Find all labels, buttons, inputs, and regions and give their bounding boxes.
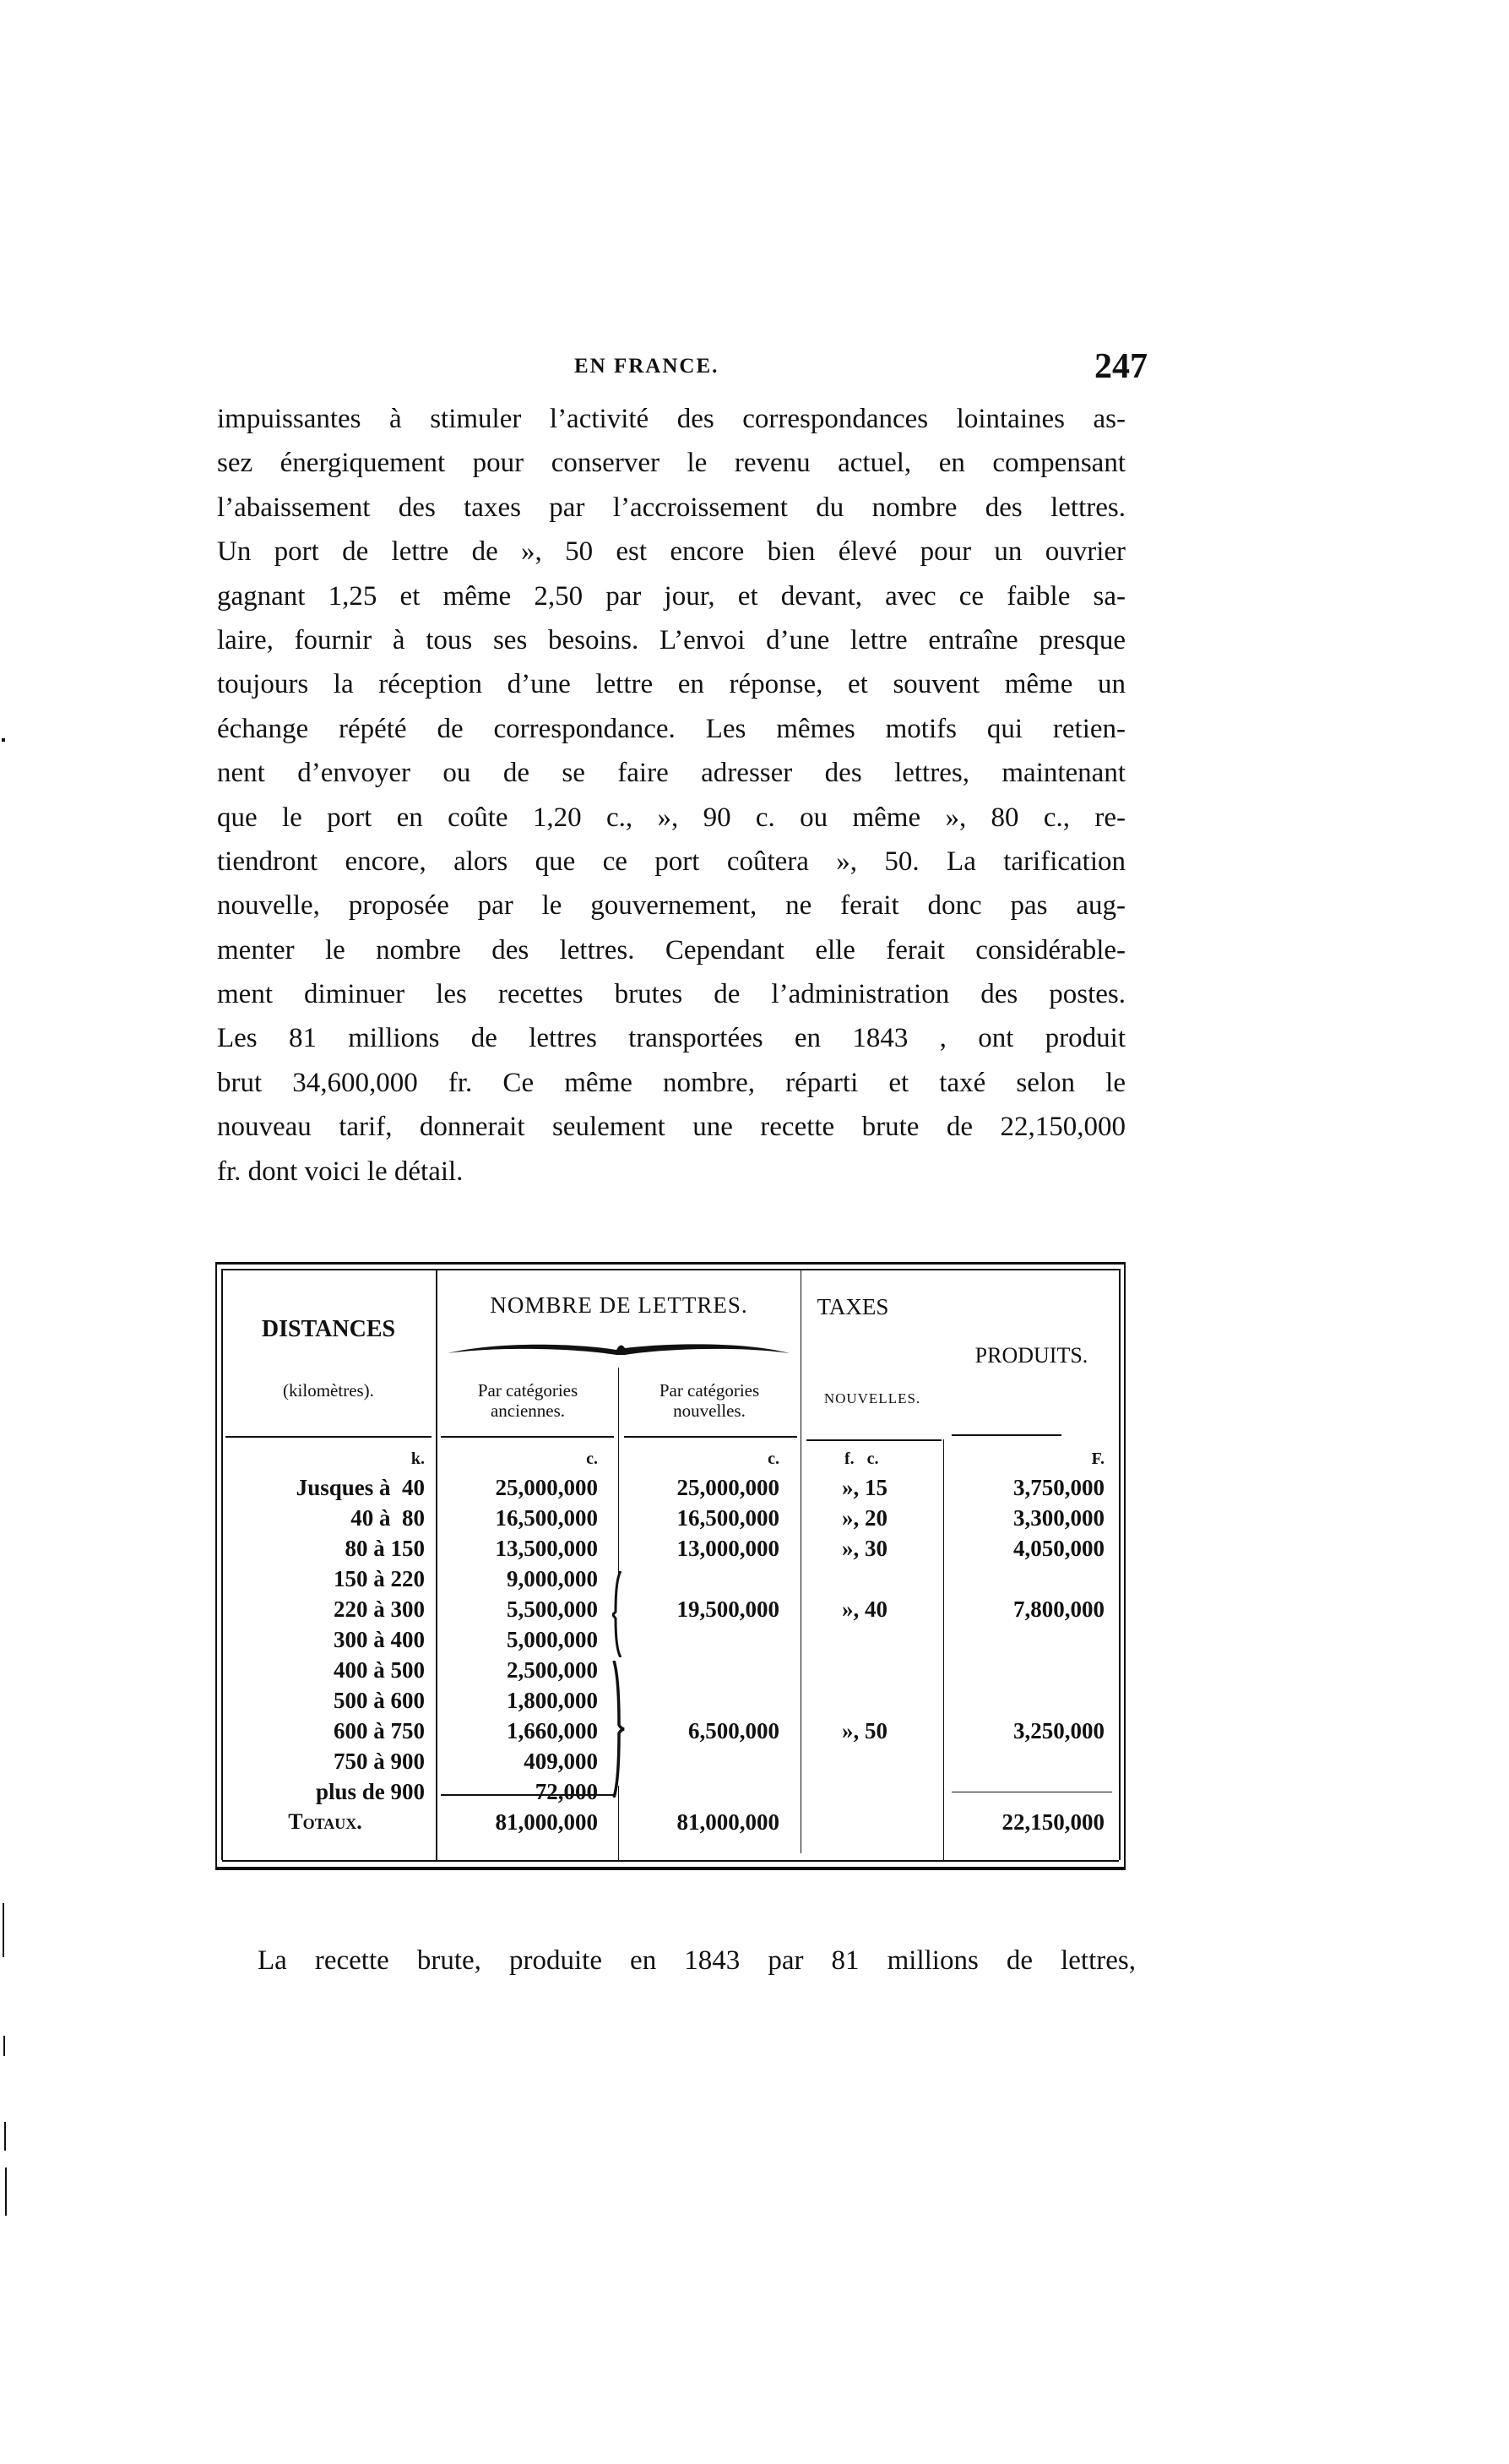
text-line: nent d’envoyer ou de se faire adresser des lettres, maintenant: [217, 758, 1126, 789]
header-anciennes-line2: anciennes.: [490, 1401, 566, 1421]
brace-icon: [448, 1330, 790, 1360]
text-line: nouveau tarif, donnerait seulement une recette brute de 22,150,000: [217, 1112, 1126, 1143]
text-line: échange répété de correspondance. Les mêmes motifs qui retien-: [217, 713, 1126, 744]
table-left-rule-inner: [221, 1269, 223, 1860]
scan-margin-mark: [5, 2168, 7, 2216]
table-bottom-rule: [215, 1867, 1126, 1870]
header-rule-nouvelles: [624, 1436, 797, 1438]
text-line: Un port de lettre de », 50 est encore bien élevé pour un ouvrier: [217, 536, 1126, 568]
unit-produits: F.: [1091, 1450, 1105, 1468]
table-right-rule: [1124, 1262, 1126, 1870]
header-anciennes: [437, 1380, 618, 1421]
table-row-anciennes: 5,500,000: [507, 1596, 598, 1622]
table-bottom-rule-inner: [222, 1860, 1119, 1862]
table-row-distance: 750 à 900: [334, 1749, 425, 1774]
table-row-distance: 80 à 150: [345, 1536, 425, 1561]
table-row-anciennes: 5,000,000: [507, 1627, 598, 1652]
scan-margin-dot: [2, 738, 5, 742]
table-row-distance: 150 à 220: [334, 1566, 425, 1591]
group-nouvelles: 16,500,000: [676, 1505, 779, 1531]
text-line: menter le nombre des lettres. Cependant elle ferait considérable-: [217, 934, 1126, 965]
table-row-anciennes: 13,500,000: [495, 1536, 598, 1561]
header-rule-distances: [225, 1436, 432, 1438]
text-line: laire, fournir à tous ses besoins. L’envoi d’une lettre entraîne presque: [217, 624, 1126, 655]
group-nouvelles: 13,000,000: [676, 1536, 779, 1561]
table-row-anciennes: 1,800,000: [507, 1688, 598, 1713]
group-taxe: », 40: [842, 1596, 887, 1622]
unit-nouvelles: c.: [768, 1450, 779, 1468]
scan-margin-mark: [3, 1903, 4, 1957]
group-taxe: », 50: [842, 1718, 887, 1743]
group-produit: 3,300,000: [1013, 1505, 1105, 1531]
text-line: fr. dont voici le détail.: [217, 1156, 464, 1187]
group-nouvelles: 25,000,000: [676, 1475, 779, 1500]
table-row-distance: 400 à 500: [334, 1657, 425, 1683]
text-line: sez énergiquement pour conserver le revenu actuel, en compensant: [217, 448, 1126, 479]
header-rule-anciennes: [441, 1436, 614, 1438]
text-line: ment diminuer les recettes brutes de l’administration des postes.: [217, 979, 1126, 1010]
text-line: Les 81 millions de lettres transportées en 1843 , ont produit: [217, 1023, 1126, 1054]
table-row-anciennes: 25,000,000: [495, 1475, 598, 1500]
header-produits: PRODUITS.: [974, 1343, 1088, 1368]
header-distances: DISTANCES: [261, 1316, 396, 1342]
text-line: tiendront encore, alors que ce port coûtera », 50. La tarification: [217, 846, 1126, 877]
text-line: que le port en coûte 1,20 c., », 90 c. ou même », 80 c., re-: [217, 802, 1126, 833]
table-row-distance: Jusques à 40: [296, 1475, 425, 1500]
header-rule-taxes: [806, 1439, 942, 1441]
text-line: impuissantes à stimuler l’activité des correspondances lointaines as-: [217, 404, 1126, 434]
group-taxe: », 15: [842, 1475, 887, 1500]
header-taxes-sub: NOUVELLES.: [823, 1390, 921, 1406]
group-produit: 7,800,000: [1013, 1596, 1105, 1622]
text-line: l’abaissement des taxes par l’accroissement du nombre des lettres.: [217, 492, 1126, 523]
group-nouvelles: 19,500,000: [676, 1596, 779, 1622]
text-line: nouvelle, proposée par le gouvernement, ne ferait donc pas aug-: [217, 890, 1126, 922]
group-taxe: », 20: [842, 1505, 887, 1531]
group-produit: 3,250,000: [1013, 1718, 1105, 1743]
group-taxe: », 30: [842, 1536, 887, 1561]
table-right-rule-inner: [1119, 1269, 1121, 1860]
header-taxes: TAXES: [817, 1294, 889, 1319]
totals-label: Totaux.: [288, 1809, 362, 1834]
header-nouvelles-line1: Par catégories: [659, 1380, 760, 1401]
scan-margin-mark: [3, 2036, 5, 2056]
totals-anciennes: 81,000,000: [495, 1809, 598, 1835]
table-left-rule: [215, 1262, 217, 1870]
table-row-anciennes: 409,000: [524, 1749, 598, 1774]
header-nouvelles: [619, 1380, 800, 1421]
group-produit: 4,050,000: [1013, 1536, 1105, 1561]
scan-margin-mark: [4, 2122, 6, 2151]
closing-line: La recette brute, produite en 1843 par 81 millions de lettres,: [258, 1945, 1136, 1976]
header-anciennes-line1: Par catégories: [477, 1380, 578, 1401]
unit-taxes: f. c.: [844, 1450, 879, 1468]
page-number: 247: [1094, 347, 1148, 386]
table-row-distance: 500 à 600: [334, 1688, 425, 1713]
text-line: toujours la réception d’une lettre en réponse, et souvent même un: [217, 669, 1126, 700]
running-head: EN FRANCE.: [574, 355, 719, 378]
unit-anciennes: c.: [586, 1450, 598, 1468]
table-row-anciennes: 1,660,000: [507, 1718, 598, 1743]
header-rule-produits: [952, 1434, 1061, 1436]
table-row-distance: 40 à 80: [350, 1505, 425, 1531]
body-paragraph: [217, 397, 1126, 1194]
text-line: brut 34,600,000 fr. Ce même nombre, réparti et taxé selon le: [217, 1067, 1126, 1098]
table-top-rule-inner: [222, 1269, 1119, 1270]
totals-nouvelles: 81,000,000: [676, 1809, 779, 1835]
table-row-distance: 600 à 750: [334, 1718, 425, 1743]
col-divider-produits: [943, 1439, 944, 1860]
table-row-distance: 220 à 300: [334, 1596, 425, 1622]
postal-revenue-table: [215, 1262, 1126, 1870]
table-top-rule: [215, 1262, 1126, 1265]
text-line: gagnant 1,25 et même 2,50 par jour, et devant, avec ce faible sa-: [217, 580, 1126, 612]
totals-produits: 22,150,000: [1001, 1809, 1105, 1835]
table-row-anciennes: 9,000,000: [507, 1566, 598, 1591]
group-nouvelles: 6,500,000: [688, 1718, 779, 1743]
table-row-distance: 300 à 400: [334, 1627, 425, 1652]
table-row-anciennes: 72,000: [535, 1779, 598, 1804]
header-distances-unit: (kilomètres).: [283, 1380, 374, 1401]
group-produit: 3,750,000: [1013, 1475, 1105, 1500]
header-nouvelles-line2: nouvelles.: [673, 1401, 746, 1421]
header-nombre-de-lettres: NOMBRE DE LETTRES.: [490, 1292, 748, 1318]
table-row-distance: plus de 900: [315, 1779, 425, 1804]
table-row-anciennes: 2,500,000: [507, 1657, 598, 1683]
unit-distances: k.: [410, 1450, 425, 1468]
table-row-anciennes: 16,500,000: [495, 1505, 598, 1531]
